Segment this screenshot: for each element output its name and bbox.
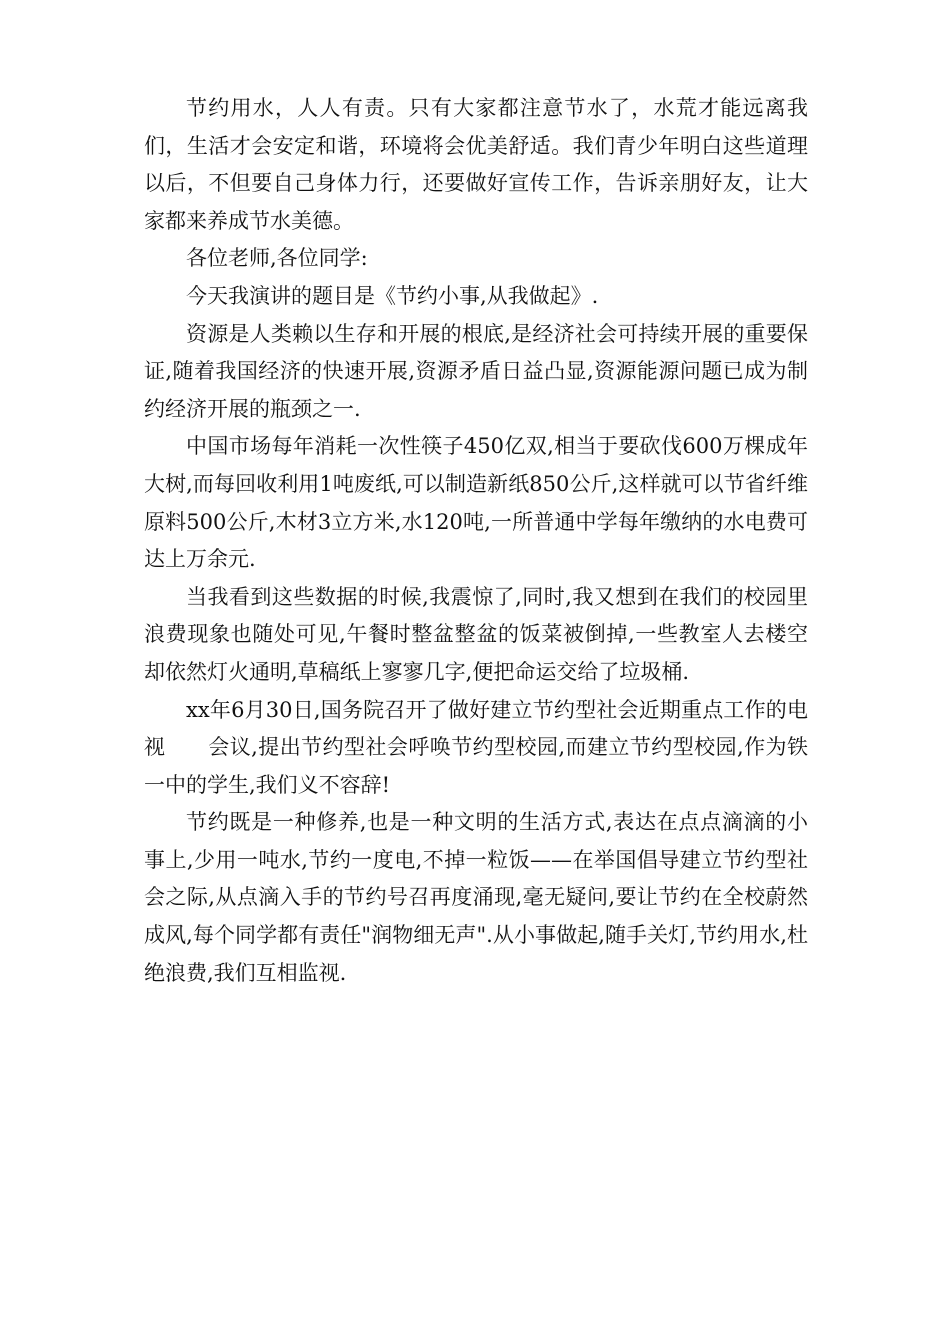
paragraph-resources: 资源是人类赖以生存和开展的根底,是经济社会可持续开展的重要保证,随着我国经济的快速开展,资源矛盾日益凸显,资源能源问题已成为制约经济开展的瓶颈之一. (144, 321, 808, 421)
paragraph-greeting: 各位老师,各位同学: (186, 246, 368, 271)
paragraph-speech-title: 今天我演讲的题目是《节约小事,从我做起》. (186, 283, 599, 308)
paragraph-campus-waste: 当我看到这些数据的时候,我震惊了,同时,我又想到在我们的校园里浪费现象也随处可见,午餐时整盆整盆的饭菜被倒掉,一些教室人去楼空却依然灯火通明,草稿纸上寥寥几字,便把命运交给了垃圾桶. (144, 584, 808, 684)
document-body (144, 90, 808, 992)
paragraph-water-saving: 节约用水，人人有责。只有大家都注意节水了，水荒才能远离我们，生活才会安定和谐，环境将会优美舒适。我们青少年明白这些道理以后，不但要自己身体力行，还要做好宣传工作，告诉亲朋好友，让大家都来养成节水美德。 (144, 96, 808, 233)
paragraph-state-council: xx年6月30日,国务院召开了做好建立节约型社会近期重点工作的电视 会议,提出节约型社会呼唤节约型校园,而建立节约型校园,作为铁一中的学生,我们义不容辞! (144, 697, 808, 797)
paragraph-conclusion: 节约既是一种修养,也是一种文明的生活方式,表达在点点滴滴的小事上,少用一吨水,节约一度电,不掉一粒饭——在举国倡导建立节约型社会之际,从点滴入手的节约号召再度涌现,毫无疑问,要让节约在全校蔚然成风,每个同学都有责任"润物细无声".从小事做起,随手关灯,节约用水,杜绝浪费,我们互相监视. (144, 810, 808, 985)
paragraph-statistics: 中国市场每年消耗一次性筷子450亿双,相当于要砍伐600万棵成年大树,而每回收利用1吨废纸,可以制造新纸850公斤,这样就可以节省纤维原料500公斤,木材3立方米,水120吨,一所普通中学每年缴纳的水电费可达上万余元. (144, 434, 808, 572)
